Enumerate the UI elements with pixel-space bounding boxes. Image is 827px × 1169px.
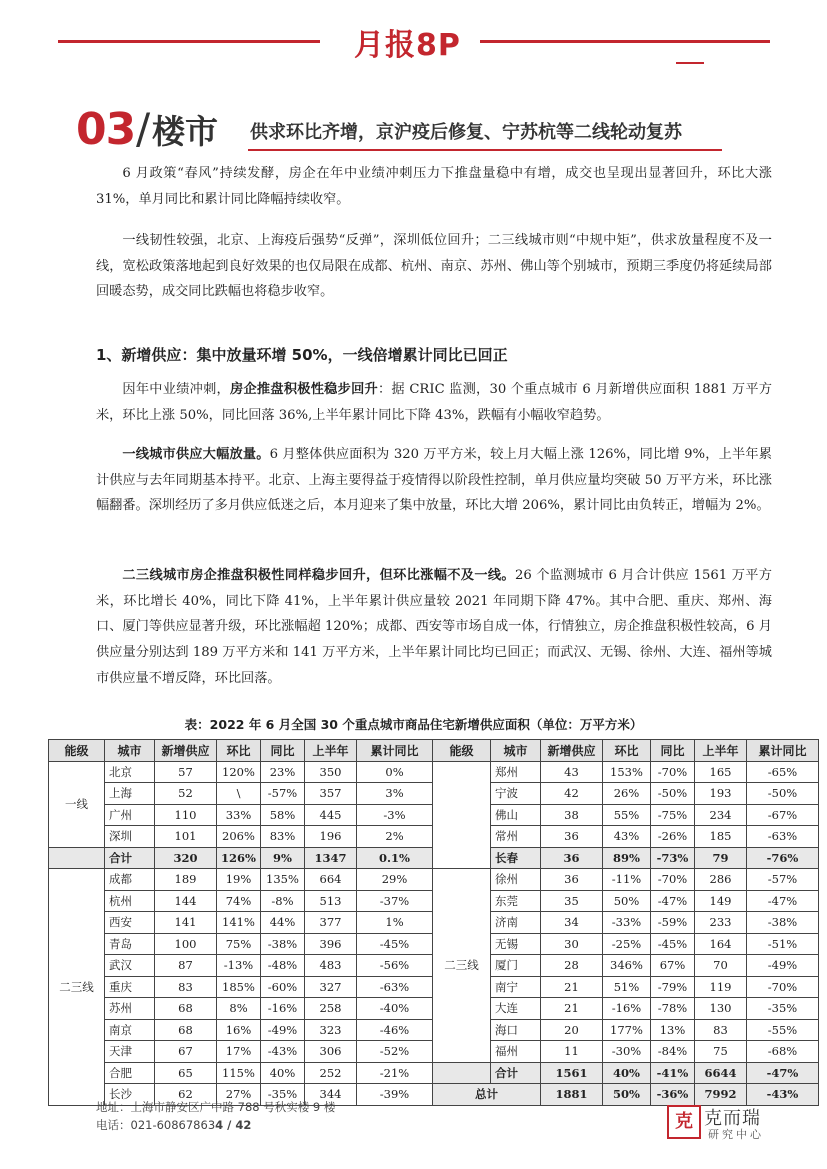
- table-row: [49, 761, 819, 783]
- table-cell: -43%: [261, 1041, 305, 1063]
- supply-paragraph-1: 因年中业绩冲刺，房企推盘积极性稳步回升：据 CRIC 监测，30 个重点城市 6 月新增供应面积 1881 万平方米，环比上涨 50%，同比回落 36%,上半年累计同比下降 43%，跌幅有小幅收窄趋势。: [96, 382, 772, 423]
- table-cell: 36: [541, 847, 603, 869]
- table-cell: -68%: [747, 1041, 819, 1063]
- table-cell: 17%: [217, 1041, 261, 1063]
- intro-paragraph-1: 6 月政策“春风”持续发酵，房企在年中业绩冲刺压力下推盘量稳中有增，成交也呈现出显著回升，环比大涨 31%，单月同比和累计同比降幅持续收窄。: [96, 166, 772, 207]
- table-cell: 252: [305, 1062, 357, 1084]
- table-cell: 101: [155, 826, 217, 848]
- table-cell: 天津: [105, 1041, 155, 1063]
- report-title: 月报8P: [354, 28, 461, 63]
- table-cell: 70: [695, 955, 747, 977]
- table-cell: 75%: [217, 933, 261, 955]
- table-cell: 东莞: [491, 890, 541, 912]
- table-cell: 62: [155, 1084, 217, 1106]
- table-cell: -16%: [603, 998, 651, 1020]
- table-cell: 7992: [695, 1084, 747, 1106]
- table-cell: 110: [155, 804, 217, 826]
- table-cell: 济南: [491, 912, 541, 934]
- table-header-cell: 能级: [49, 740, 105, 762]
- table-cell: 23%: [261, 761, 305, 783]
- table-cell: 115%: [217, 1062, 261, 1084]
- table-cell: 141%: [217, 912, 261, 934]
- table-cell: 286: [695, 869, 747, 891]
- supply-paragraph-3: 二三线城市房企推盘积极性同样稳步回升，但环比涨幅不及一线。26 个监测城市 6 月合计供应 1561 万平方米，环比增长 40%，同比下降 41%，上半年累计供应量较 2021 年同期下降 47%。其中合肥、重庆、郑州、海口、厦门等供应显著升级，环比涨幅超 120%；成都、西安等市场自成一体，行情独立，房企推盘积极性较高，6 月供应量分别达到 189 万平方米和 141 万平方米，上半年累计同比均已回正；而武汉、无锡、徐州、大连、福州等城市供应量不增反降，环比回落。: [96, 568, 772, 686]
- table-cell: -49%: [261, 1019, 305, 1041]
- table-cell: 234: [695, 804, 747, 826]
- table-header-cell: 累计同比: [357, 740, 433, 762]
- table-cell: 40%: [261, 1062, 305, 1084]
- table-header-cell: 上半年: [695, 740, 747, 762]
- table-cell: -49%: [747, 955, 819, 977]
- table-cell: 193: [695, 783, 747, 805]
- table-cell: 327: [305, 976, 357, 998]
- section-number: 03: [76, 104, 136, 155]
- table-cell: 130: [695, 998, 747, 1020]
- table-cell: 153%: [603, 761, 651, 783]
- table-cell: 西安: [105, 912, 155, 934]
- table-cell: 65: [155, 1062, 217, 1084]
- table-cell: 9%: [261, 847, 305, 869]
- table-cell: 上海: [105, 783, 155, 805]
- table-header-cell: 城市: [105, 740, 155, 762]
- table-cell: 长沙: [105, 1084, 155, 1106]
- table-cell: -26%: [651, 826, 695, 848]
- table-cell: -67%: [747, 804, 819, 826]
- table-cell: -79%: [651, 976, 695, 998]
- table-cell: -43%: [747, 1084, 819, 1106]
- table-cell: 30: [541, 933, 603, 955]
- table-cell: 483: [305, 955, 357, 977]
- supply-table: [48, 739, 819, 1106]
- table-cell: -21%: [357, 1062, 433, 1084]
- table-cell: 42: [541, 783, 603, 805]
- table-header-row: [49, 740, 819, 762]
- table-cell: 68: [155, 998, 217, 1020]
- page-number: 4 / 42: [215, 1118, 252, 1132]
- table-cell: -57%: [261, 783, 305, 805]
- table-cell: -70%: [747, 976, 819, 998]
- table-header-cell: 环比: [603, 740, 651, 762]
- table-cell: 196: [305, 826, 357, 848]
- table-cell: 13%: [651, 1019, 695, 1041]
- table-cell: -36%: [651, 1084, 695, 1106]
- section-subtitle: 供求环比齐增，京沪疫后修复、宁苏杭等二线轮动复苏: [250, 122, 682, 143]
- table-cell: 35: [541, 890, 603, 912]
- table-cell: -47%: [747, 890, 819, 912]
- table-cell: 大连: [491, 998, 541, 1020]
- table-cell: 厦门: [491, 955, 541, 977]
- table-cell: 重庆: [105, 976, 155, 998]
- table-cell: 佛山: [491, 804, 541, 826]
- table-header-cell: 新增供应: [541, 740, 603, 762]
- table-cell: 100: [155, 933, 217, 955]
- table-cell: 27%: [217, 1084, 261, 1106]
- table-cell: 119: [695, 976, 747, 998]
- supply-paragraph-2: 一线城市供应大幅放量。6 月整体供应面积为 320 万平方米，较上月大幅上涨 126%，同比增 9%，上半年累计供应与去年同期基本持平。北京、上海主要得益于疫情得以阶段性控制，单月供应量均突破 50 万平方米，环比涨幅翻番。深圳经历了多月供应低迷之后，本月迎来了集中放量，环比大增 206%，累计同比由负转正，增幅为 2%。: [96, 447, 772, 514]
- table-cell: -84%: [651, 1041, 695, 1063]
- table-cell: 34: [541, 912, 603, 934]
- table-cell: [433, 761, 491, 869]
- header-mark: [676, 62, 704, 64]
- table-cell: 3%: [357, 783, 433, 805]
- table-cell: -60%: [261, 976, 305, 998]
- table-cell: -16%: [261, 998, 305, 1020]
- table-cell: 258: [305, 998, 357, 1020]
- table-cell: 南宁: [491, 976, 541, 998]
- table-cell: 74%: [217, 890, 261, 912]
- table-cell: 50%: [603, 890, 651, 912]
- table-cell: 33%: [217, 804, 261, 826]
- table-cell: 51%: [603, 976, 651, 998]
- table-cell: -75%: [651, 804, 695, 826]
- table-header-cell: 同比: [651, 740, 695, 762]
- table-cell: 青岛: [105, 933, 155, 955]
- table-cell: -25%: [603, 933, 651, 955]
- table-cell: -70%: [651, 869, 695, 891]
- table-cell: 11: [541, 1041, 603, 1063]
- table-cell: -40%: [357, 998, 433, 1020]
- table-cell: 合计: [105, 847, 155, 869]
- table-cell: 43%: [603, 826, 651, 848]
- table-header-cell: 同比: [261, 740, 305, 762]
- table-cell: 513: [305, 890, 357, 912]
- table-cell: 664: [305, 869, 357, 891]
- table-cell: -57%: [747, 869, 819, 891]
- table-cell: 总计: [433, 1084, 541, 1106]
- table-row: [49, 1062, 819, 1084]
- footer-address: 地址：上海市静安区广中路 788 号秋实楼 9 楼: [96, 1100, 336, 1114]
- table-cell: 120%: [217, 761, 261, 783]
- table-cell: 87: [155, 955, 217, 977]
- table-cell: -73%: [651, 847, 695, 869]
- table-cell: 福州: [491, 1041, 541, 1063]
- table-cell: 185%: [217, 976, 261, 998]
- table-cell: 164: [695, 933, 747, 955]
- table-cell: 宁波: [491, 783, 541, 805]
- table-cell: -78%: [651, 998, 695, 1020]
- table-cell: 67%: [651, 955, 695, 977]
- table-cell: 1881: [541, 1084, 603, 1106]
- table-cell: 83: [695, 1019, 747, 1041]
- table-cell: 58%: [261, 804, 305, 826]
- table-cell: -45%: [357, 933, 433, 955]
- table-cell: 合计: [491, 1062, 541, 1084]
- table-cell: 0%: [357, 761, 433, 783]
- table-header-cell: 城市: [491, 740, 541, 762]
- table-cell: 206%: [217, 826, 261, 848]
- table-cell: 50%: [603, 1084, 651, 1106]
- table-header-cell: 新增供应: [155, 740, 217, 762]
- table-header-cell: 累计同比: [747, 740, 819, 762]
- table-cell: 377: [305, 912, 357, 934]
- table-cell: 二三线: [433, 869, 491, 1063]
- table-cell: 苏州: [105, 998, 155, 1020]
- table-cell: 29%: [357, 869, 433, 891]
- table-cell: 185: [695, 826, 747, 848]
- table-cell: -48%: [261, 955, 305, 977]
- table-cell: 149: [695, 890, 747, 912]
- section-slash: /: [136, 104, 151, 153]
- table-cell: 36: [541, 826, 603, 848]
- table-cell: 67: [155, 1041, 217, 1063]
- table-cell: 2%: [357, 826, 433, 848]
- table-cell: -38%: [747, 912, 819, 934]
- table-cell: 144: [155, 890, 217, 912]
- table-cell: 55%: [603, 804, 651, 826]
- logo-name: 克而瑞: [704, 1108, 761, 1129]
- table-cell: [433, 1062, 491, 1084]
- table-cell: -38%: [261, 933, 305, 955]
- table-cell: 南京: [105, 1019, 155, 1041]
- table-cell: -65%: [747, 761, 819, 783]
- table-cell: 0.1%: [357, 847, 433, 869]
- table-cell: 165: [695, 761, 747, 783]
- table-cell: 177%: [603, 1019, 651, 1041]
- table-cell: 233: [695, 912, 747, 934]
- table-cell: -35%: [261, 1084, 305, 1106]
- table-header-cell: 上半年: [305, 740, 357, 762]
- intro-paragraph-2: 一线韧性较强，北京、上海疫后强势“反弹”，深圳低位回升；二三线城市则“中规中矩”，供求放量程度不及一线，宽松政策落地起到良好效果的也仅局限在成都、杭州、南京、苏州、佛山等个别城市，预期三季度仍将延续局部回暖态势，成交同比跌幅也将稳步收窄。: [96, 233, 772, 300]
- table-cell: 郑州: [491, 761, 541, 783]
- table-cell: -33%: [603, 912, 651, 934]
- table-cell: \: [217, 783, 261, 805]
- section-name: 楼市: [152, 112, 218, 151]
- table-cell: 68: [155, 1019, 217, 1041]
- table-cell: 26%: [603, 783, 651, 805]
- table-cell: -39%: [357, 1084, 433, 1106]
- table-cell: -3%: [357, 804, 433, 826]
- table-cell: 一线: [49, 761, 105, 847]
- table-cell: -50%: [747, 783, 819, 805]
- logo-icon: 克: [667, 1105, 701, 1139]
- table-cell: 二三线: [49, 869, 105, 1106]
- table-cell: 40%: [603, 1062, 651, 1084]
- table-cell: 306: [305, 1041, 357, 1063]
- table-header-cell: 能级: [433, 740, 491, 762]
- table-cell: -63%: [747, 826, 819, 848]
- header-rule-left: [58, 40, 320, 43]
- table-cell: 广州: [105, 804, 155, 826]
- table-cell: 350: [305, 761, 357, 783]
- table-cell: 445: [305, 804, 357, 826]
- table-cell: 320: [155, 847, 217, 869]
- table-row: [49, 869, 819, 891]
- table-cell: 常州: [491, 826, 541, 848]
- table-cell: 89%: [603, 847, 651, 869]
- table-cell: 346%: [603, 955, 651, 977]
- section-underline: [248, 149, 722, 151]
- table-cell: 北京: [105, 761, 155, 783]
- table-cell: -47%: [747, 1062, 819, 1084]
- table-cell: -70%: [651, 761, 695, 783]
- table-cell: -63%: [357, 976, 433, 998]
- table-cell: 19%: [217, 869, 261, 891]
- table-cell: -55%: [747, 1019, 819, 1041]
- table-cell: 344: [305, 1084, 357, 1106]
- table-cell: 8%: [217, 998, 261, 1020]
- table-cell: -13%: [217, 955, 261, 977]
- table-cell: 16%: [217, 1019, 261, 1041]
- table-cell: 21: [541, 998, 603, 1020]
- table-cell: -37%: [357, 890, 433, 912]
- table-cell: 36: [541, 869, 603, 891]
- table-cell: 44%: [261, 912, 305, 934]
- table-cell: 20: [541, 1019, 603, 1041]
- logo-subtitle: 研究中心: [708, 1128, 764, 1141]
- table-cell: 126%: [217, 847, 261, 869]
- header-rule-right: [480, 40, 770, 43]
- table-cell: 396: [305, 933, 357, 955]
- table-cell: 75: [695, 1041, 747, 1063]
- table-cell: 141: [155, 912, 217, 934]
- table-cell: 1347: [305, 847, 357, 869]
- table-cell: -47%: [651, 890, 695, 912]
- subsection-heading: 1、新增供应：集中放量环增 50%，一线倍增累计同比已回正: [96, 346, 508, 364]
- table-cell: 189: [155, 869, 217, 891]
- table-cell: 323: [305, 1019, 357, 1041]
- table-cell: 成都: [105, 869, 155, 891]
- table-cell: 21: [541, 976, 603, 998]
- table-cell: -35%: [747, 998, 819, 1020]
- table-cell: 深圳: [105, 826, 155, 848]
- table-cell: 52: [155, 783, 217, 805]
- table-cell: -76%: [747, 847, 819, 869]
- table-cell: 79: [695, 847, 747, 869]
- table-cell: 83: [155, 976, 217, 998]
- table-cell: 海口: [491, 1019, 541, 1041]
- table-cell: -59%: [651, 912, 695, 934]
- table-header-cell: 环比: [217, 740, 261, 762]
- table-cell: 57: [155, 761, 217, 783]
- table-cell: -41%: [651, 1062, 695, 1084]
- footer-phone: 电话：021-608678634 / 42: [96, 1118, 252, 1132]
- table-cell: 28: [541, 955, 603, 977]
- table-cell: [49, 847, 105, 869]
- table-cell: 徐州: [491, 869, 541, 891]
- table-cell: 合肥: [105, 1062, 155, 1084]
- table-cell: -11%: [603, 869, 651, 891]
- table-cell: 38: [541, 804, 603, 826]
- table-cell: -50%: [651, 783, 695, 805]
- table-cell: 135%: [261, 869, 305, 891]
- table-cell: -46%: [357, 1019, 433, 1041]
- table-cell: 1561: [541, 1062, 603, 1084]
- table-cell: -30%: [603, 1041, 651, 1063]
- table-cell: 1%: [357, 912, 433, 934]
- table-cell: 无锡: [491, 933, 541, 955]
- table-cell: 83%: [261, 826, 305, 848]
- table-cell: 长春: [491, 847, 541, 869]
- table-cell: -52%: [357, 1041, 433, 1063]
- table-cell: -56%: [357, 955, 433, 977]
- table-cell: 杭州: [105, 890, 155, 912]
- table-cell: 357: [305, 783, 357, 805]
- table-cell: 43: [541, 761, 603, 783]
- table-cell: -8%: [261, 890, 305, 912]
- table-cell: -51%: [747, 933, 819, 955]
- table-title: 表：2022 年 6 月全国 30 个重点城市商品住宅新增供应面积（单位：万平方米）: [184, 717, 643, 732]
- table-cell: -45%: [651, 933, 695, 955]
- table-cell: 武汉: [105, 955, 155, 977]
- table-cell: 6644: [695, 1062, 747, 1084]
